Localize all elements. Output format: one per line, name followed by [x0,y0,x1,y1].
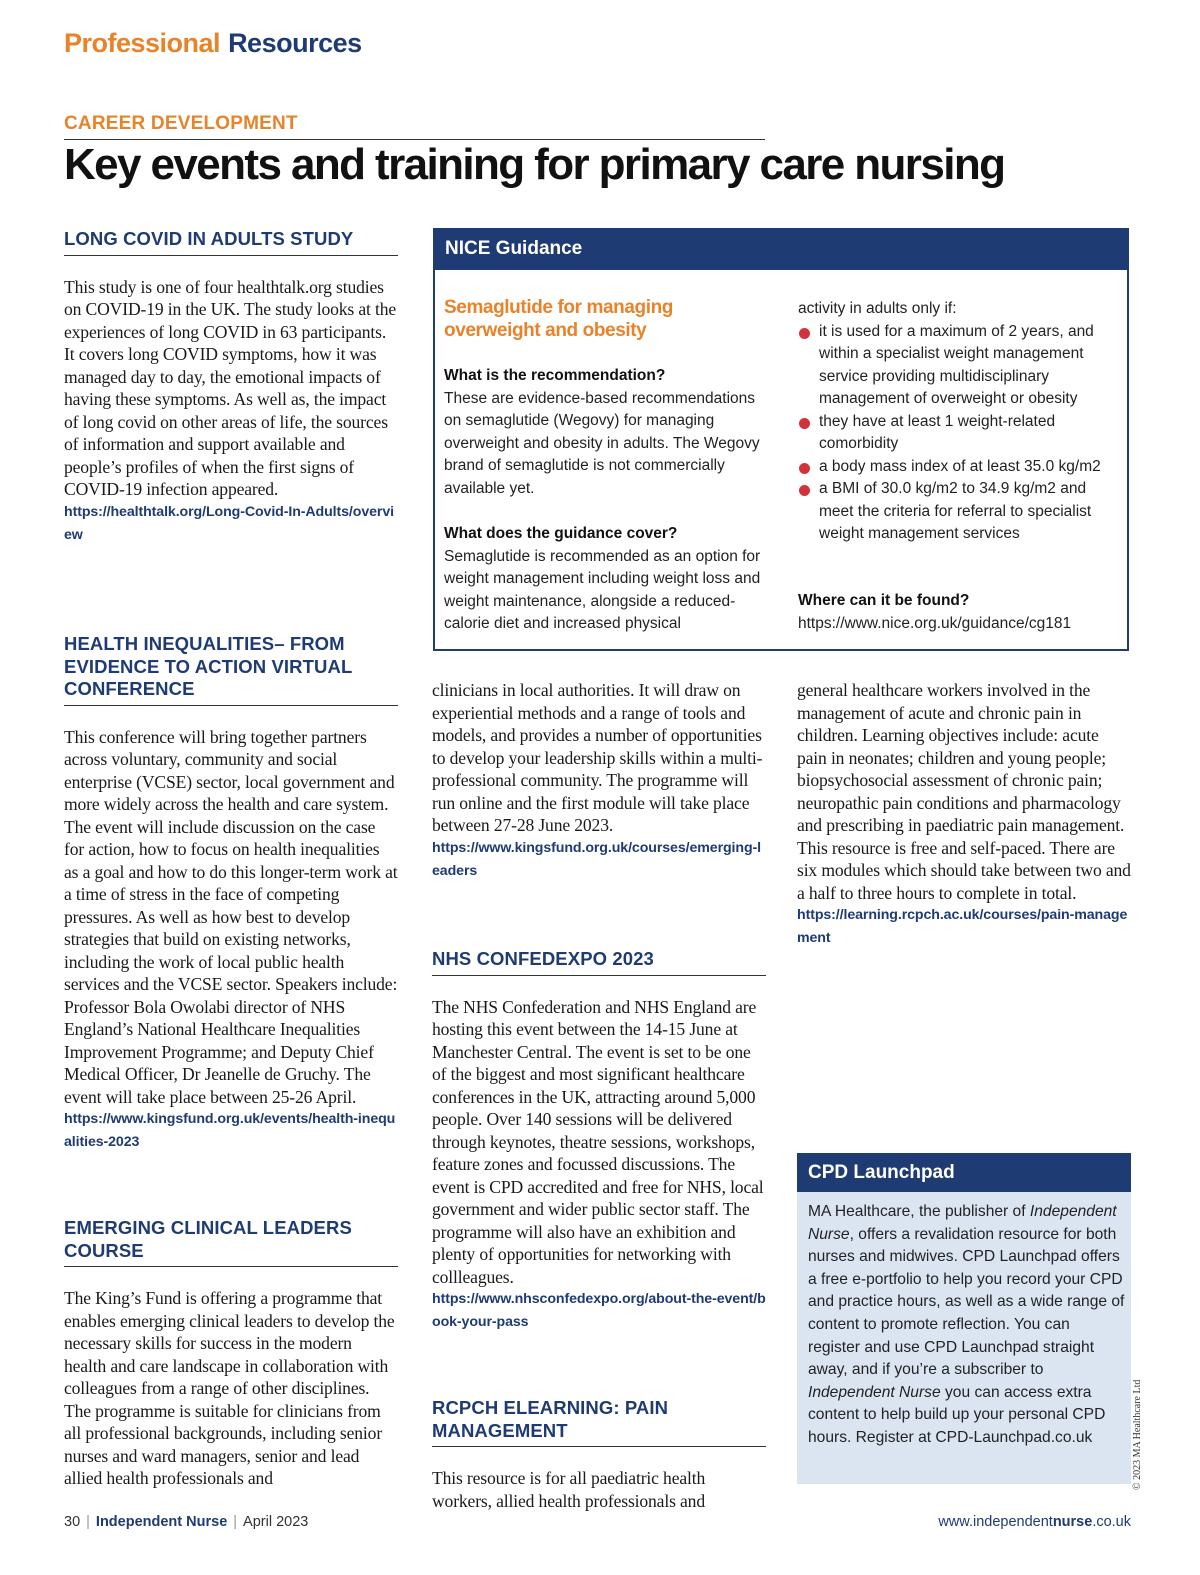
cpd-text-part3: you can access extra content to help build up your personal CPD hours. Register at CPD-Launchpad.co.uk [808,1383,1106,1446]
emerging-leaders-continued [432,679,766,883]
long-covid-heading: LONG COVID IN ADULTS STUDY [64,228,398,256]
health-inequalities-link[interactable]: https://www.kingsfund.org.uk/events/health-inequalities-2023 [64,1111,396,1150]
footer-left [64,1514,308,1530]
emerging-leaders-text: The King’s Fund is offering a programme that enables emerging clinical leaders to develop the necessary skills for success in the modern health and care landscape in collaboration with colleagues from a range of other disciplines. The programme is suitable for clinicians from all professional backgrounds, including senior nurses and ward managers, senior and lead allied health professionals and [64,1288,395,1488]
nice-question-where: Where can it be found? [798,592,970,609]
nice-guidance-subtitle: Semaglutide for managing overweight and obesity [444,297,673,341]
nhs-confedexpo-heading: NHS CONFEDEXPO 2023 [432,948,766,976]
page-title: Key events and training for primary care nursing [64,140,1005,189]
section-header-resources: Resources [228,28,362,58]
long-covid-text: This study is one of four healthtalk.org studies on COVID-19 in the UK. The study looks at the experiences of long COVID in 63 participants. It covers long COVID symptoms, how it was managed day to day, the emotional impacts of having these symptoms. As well as, the impact of long covid on other areas of life, the sources of information and support available and people’s profiles of when the first signs of COVID-19 infection appeared. [64,276,397,499]
nice-question-cover: What does the guidance cover? [444,525,678,542]
website-part1: www.independent [938,1514,1053,1530]
long-covid-link[interactable]: https://healthtalk.org/Long-Covid-In-Adults/overview [64,503,394,543]
nhs-confedexpo-link[interactable]: https://www.nhsconfedexpo.org/about-the-event/book-your-pass [432,1291,766,1330]
rcpch-section [432,1397,766,1512]
health-inequalities-text: This conference will bring together partners across voluntary, community and social enterprise (VCSE) sector, local government and more widely across the health and care system. The event will include discussion on the case for action, how to focus on health inequalities as a goal and how to do this longer-term work at a time of stress in the face of competing pressures. As well as how best to develop strategies that build on existing networks, including the work of local public health services and the VCSE sector. Speakers include: Professor Bola Owolabi director of NHS England’s National Healthcare Inequalities Improvement Programme; and Deputy Chief Medical Officer, Dr Jeanelle de Gruchy. The event will take place between 25-26 April. [64,726,398,1107]
rcpch-body [432,1467,766,1512]
nhs-confedexpo-section [432,948,766,1334]
rcpch-heading: RCPCH ELEARNING: PAIN MANAGEMENT [432,1397,766,1447]
cpd-text-part2: , offers a revalidation resource for both nurses and midwives. CPD Launchpad offers a free e-portfolio to help you record your CPD and practice hours, as well as a wide range of content to promote reflection. You can register and use CPD Launchpad straight away, and if you’re a subscriber to [808,1225,1125,1379]
emerging-leaders-body-cont [432,679,766,837]
emerging-leaders-link[interactable]: https://www.kingsfund.org.uk/courses/emerging-leaders [432,839,761,879]
cpd-launchpad-header: CPD Launchpad [797,1153,1131,1192]
rcpch-text: This resource is for all paediatric health workers, allied health professionals and [432,1468,706,1511]
nice-answer-cover: Semaglutide is recommended as an option for weight management including weight loss and weight maintenance, alongside a reduced-calorie diet and increased physical [444,547,761,632]
nice-answer-cover-cont: activity in adults only if: [798,300,957,317]
rcpch-body-cont [797,679,1131,904]
kicker: CAREER DEVELOPMENT [64,113,298,134]
nice-guidance-header: NICE Guidance [433,228,1129,270]
nice-guidance-left-column [444,365,774,636]
emerging-leaders-heading: EMERGING CLINICAL LEADERS COURSE [64,1217,398,1267]
nice-where-found [798,590,1120,635]
publication-name-part1: Independent [95,1514,183,1530]
website-part3: .co.uk [1092,1514,1131,1530]
section-header [64,28,362,59]
nice-answer-url[interactable]: https://www.nice.org.uk/guidance/cg181 [798,614,1072,632]
footer-separator: | [233,1514,238,1530]
nice-guidance-right-column [798,298,1120,546]
publication-name [96,1514,227,1530]
footer-separator: | [86,1514,90,1530]
publication-name-part2: Nurse [186,1514,228,1530]
section-header-professional: Professional [64,28,221,58]
health-inequalities-body [64,726,398,1109]
rcpch-continued [797,679,1131,950]
health-inequalities-heading: HEALTH INEQUALITIES– FROM EVIDENCE TO ACTION VIRTUAL CONFERENCE [64,633,398,706]
cpd-brand-name: Independent Nurse [808,1203,1117,1243]
website-part2: nurse [1052,1514,1093,1530]
nice-bullet-item: a BMI of 30.0 kg/m2 to 34.9 kg/m2 and meet the criteria for referral to specialist weight management services [798,478,1120,546]
footer-website[interactable] [938,1514,1131,1530]
long-covid-section [64,228,398,547]
nhs-confedexpo-text: The NHS Confederation and NHS England are hosting this event between the 14-15 June at Manchester Central. The event is set to be one of the biggest and most significant healthcare conferences in the UK, attracting around 5,000 people. Over 140 sessions will be delivered through keynotes, theatre sessions, workshops, feature zones and focussed discussions. The event is CPD accredited and free for NHS, local government and wider public sector staff. The programme will also have an exhibition and plenty of opportunities for networking with collleagues. [432,996,764,1287]
page-number: 30 [64,1514,81,1530]
emerging-leaders-section [64,1217,398,1490]
nice-bullet-item: they have at least 1 weight-related comorbidity [798,411,1120,456]
emerging-leaders-text-cont: clinicians in local authorities. It will draw on experiential methods and a range of tools and models, and provides a number of opportunities to develop your leadership skills within a multi-professional community. The programme will run online and the first module will take place between 27-28 June 2023. [432,680,763,835]
nice-question-recommendation: What is the recommendation? [444,367,666,384]
health-inequalities-section [64,633,398,1154]
issue-date: April 2023 [243,1514,309,1530]
long-covid-body [64,276,398,501]
nice-answer-recommendation: These are evidence-based recommendations on semaglutide (Wegovy) for managing overweight and obesity in adults. The Wegovy brand of semaglutide is not commercially available yet. [444,389,760,497]
rcpch-text-cont: general healthcare workers involved in the management of acute and chronic pain in children. Learning objectives include: acute pain in neonates; children and young people; biopsychosocial assessment of chronic pain; neuropathic pain conditions and pharmacology and prescribing in paediatric pain management. This resource is free and self-paced. There are six modules which should take between two and a half to three hours to complete in total. [797,680,1131,903]
nice-bullet-item: it is used for a maximum of 2 years, and within a specialist weight management service providing multidisciplinary management of overweight or obesity [798,321,1120,411]
nhs-confedexpo-body [432,996,766,1289]
nice-bullet-item: a body mass index of at least 35.0 kg/m2 [798,456,1120,479]
cpd-launchpad-body [808,1201,1126,1450]
copyright-notice: © 2023 MA Healthcare Ltd [1132,1379,1143,1490]
emerging-leaders-body [64,1287,398,1490]
cpd-text-part1: MA Healthcare, the publisher of [808,1203,1026,1220]
rcpch-link[interactable]: https://learning.rcpch.ac.uk/courses/pain-management [797,907,1128,946]
cpd-brand-name: Independent Nurse [808,1383,941,1401]
